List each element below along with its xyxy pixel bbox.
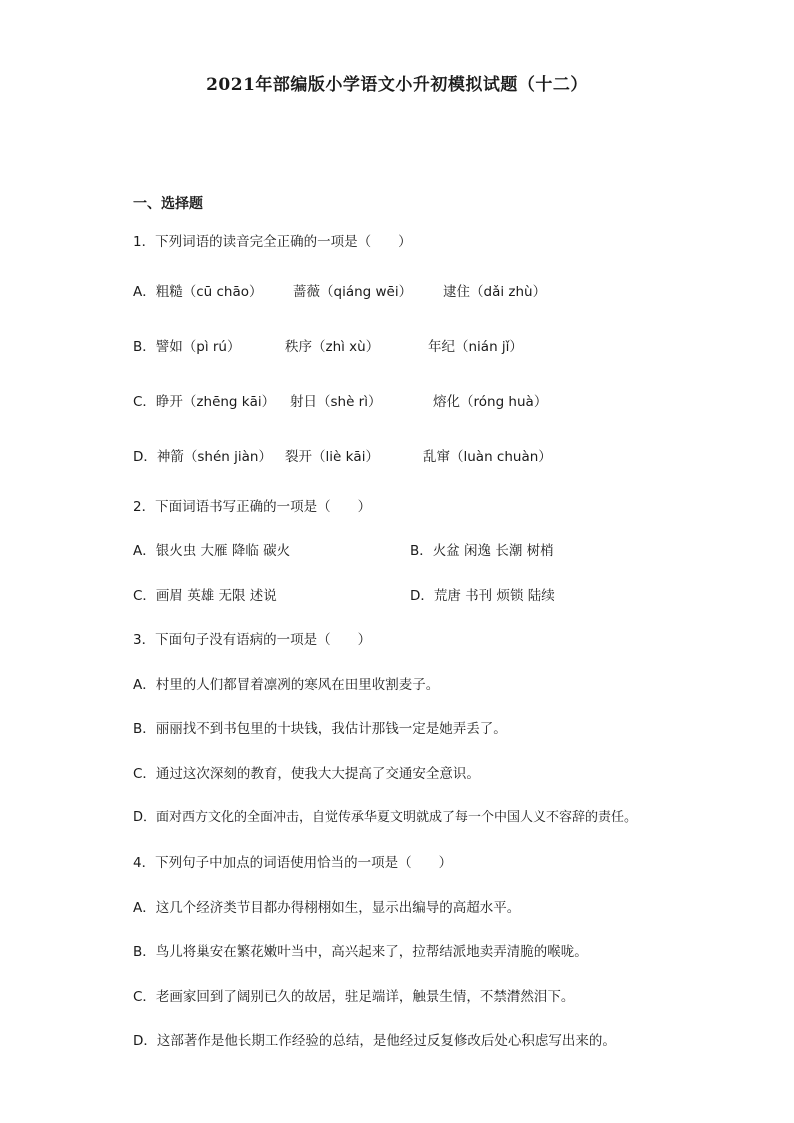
- q3-option-b[interactable]: B．丽丽找不到书包里的十块钱，我估计那钱一定是她弄丢了。: [133, 721, 507, 737]
- q1-d-word3: 乱窜（luàn chuàn）: [423, 449, 552, 465]
- q1-a-word3: 逮住（dǎi zhù）: [443, 284, 547, 300]
- q2-option-a[interactable]: A．银火虫 大雁 降临 碳火: [133, 543, 291, 559]
- q1-c-word2: 射日（shè rì）: [290, 394, 382, 410]
- q1-option-b[interactable]: [133, 337, 523, 357]
- q1-b-word3: 年纪（nián jǐ）: [428, 339, 523, 355]
- q2-option-d[interactable]: D．荒唐 书刊 烦锁 陆续: [410, 588, 555, 604]
- q2-option-c[interactable]: C．画眉 英雄 无限 述说: [133, 588, 277, 604]
- q3-stem: 3．下面句子没有语病的一项是（ ）: [133, 632, 372, 648]
- q1-a-word1: A．粗糙（cū chāo）: [133, 284, 263, 300]
- q1-c-word1: C．睁开（zhēng kāi）: [133, 394, 276, 410]
- q1-b-word2: 秩序（zhì xù）: [285, 339, 380, 355]
- page-title: 2021年部编版小学语文小升初模拟试题（十二）: [206, 75, 588, 95]
- q2-stem: 2．下面词语书写正确的一项是（ ）: [133, 499, 372, 515]
- q1-b-word1: B．譬如（pì rú）: [133, 339, 241, 355]
- q1-a-word2: 蔷薇（qiáng wēi）: [293, 284, 413, 300]
- q3-option-d[interactable]: D．面对西方文化的全面冲击，自觉传承华夏文明就成了每一个中国人义不容辞的责任。: [133, 810, 638, 825]
- q1-d-word2: 裂开（liè kāi）: [285, 449, 379, 465]
- q4-option-d[interactable]: D．这部著作是他长期工作经验的总结，是他经过反复修改后处心积虑写出来的。: [133, 1033, 616, 1049]
- q3-option-a[interactable]: A．村里的人们都冒着凛冽的寒风在田里收割麦子。: [133, 677, 440, 693]
- q1-d-word1: D．神箭（shén jiàn）: [133, 449, 272, 465]
- q3-option-c[interactable]: C．通过这次深刻的教育，使我大大提高了交通安全意识。: [133, 766, 480, 782]
- q1-option-d[interactable]: [133, 447, 552, 467]
- q1-option-c[interactable]: [133, 392, 547, 412]
- q4-stem: 4．下列句子中加点的词语使用恰当的一项是（ ）: [133, 855, 453, 871]
- q4-option-b[interactable]: B．鸟儿将巢安在繁花嫩叶当中，高兴起来了，拉帮结派地卖弄清脆的喉咙。: [133, 944, 588, 960]
- q1-option-a[interactable]: [133, 282, 546, 302]
- q4-option-c[interactable]: C．老画家回到了阔别已久的故居，驻足端详，触景生情，不禁潸然泪下。: [133, 989, 575, 1005]
- q4-option-a[interactable]: A．这几个经济类节目都办得栩栩如生，显示出编导的高超水平。: [133, 900, 521, 916]
- q2-option-b[interactable]: B．火盆 闲逸 长潮 树梢: [410, 543, 554, 559]
- q1-c-word3: 熔化（róng huà）: [433, 394, 548, 410]
- q1-stem: 1．下列词语的读音完全正确的一项是（ ）: [133, 234, 412, 250]
- section-heading: 一、选择题: [133, 196, 203, 212]
